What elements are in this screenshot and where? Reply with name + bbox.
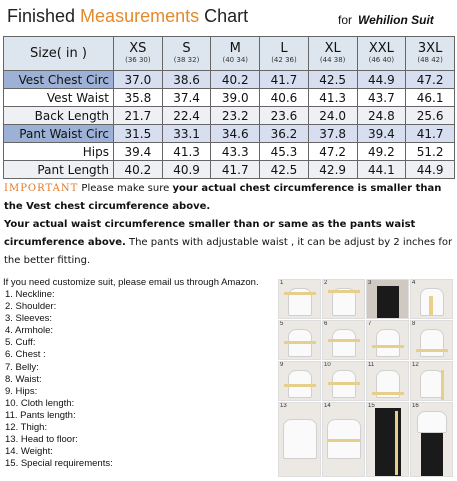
row-label: Vest Waist <box>4 89 114 107</box>
size-header-row <box>4 37 455 71</box>
table-cell: 41.7 <box>260 71 309 89</box>
brand-name: Wehilion Suit <box>358 13 434 27</box>
brand-prefix: for <box>338 13 353 27</box>
table-cell: 47.2 <box>406 71 455 89</box>
table-cell: 23.2 <box>211 107 260 125</box>
list-item: 1. Neckline: <box>5 289 55 300</box>
important-notes <box>4 180 454 270</box>
table-cell: 23.6 <box>260 107 309 125</box>
note-text: Please make sure <box>78 183 173 194</box>
measure-photo: 8 <box>410 320 453 360</box>
table-cell: 21.7 <box>114 107 163 125</box>
table-cell: 39.4 <box>114 143 163 161</box>
size-header-cell: XXL (46 40) <box>357 37 406 71</box>
list-item: 8. Waist: <box>5 373 42 385</box>
table-cell: 41.7 <box>211 161 260 179</box>
table-cell: 35.8 <box>114 89 163 107</box>
measure-photo: 4 <box>410 279 453 319</box>
table-cell: 37.4 <box>162 89 211 107</box>
list-item: 7. Belly: <box>5 361 39 373</box>
list-item: 6. Chest : <box>5 349 46 361</box>
table-cell: 42.9 <box>308 161 357 179</box>
table-cell: 43.7 <box>357 89 406 107</box>
table-cell: 46.1 <box>406 89 455 107</box>
table-cell: 47.2 <box>308 143 357 161</box>
table-row <box>4 71 455 89</box>
size-header-cell: XS (36 30) <box>114 37 163 71</box>
size-header-cell: S (38 32) <box>162 37 211 71</box>
table-cell: 37.0 <box>114 71 163 89</box>
table-cell: 33.1 <box>162 125 211 143</box>
table-cell: 36.2 <box>260 125 309 143</box>
size-chart-table <box>3 36 455 179</box>
table-row <box>4 143 455 161</box>
measure-photo: 2 <box>322 279 365 319</box>
table-cell: 49.2 <box>357 143 406 161</box>
note-chest: your actual chest circumference is smaller than the Vest chest circumference above. <box>4 183 442 212</box>
size-header-cell: M (40 34) <box>211 37 260 71</box>
table-cell: 24.0 <box>308 107 357 125</box>
measure-photo: 9 <box>278 361 321 401</box>
table-cell: 40.2 <box>114 161 163 179</box>
list-item: 10. Cloth length: <box>5 397 75 409</box>
measurement-photo-grid <box>278 279 454 479</box>
table-cell: 31.5 <box>114 125 163 143</box>
measure-photo: 13 <box>278 402 321 477</box>
table-cell: 24.8 <box>357 107 406 125</box>
table-cell: 25.6 <box>406 107 455 125</box>
important-tag: IMPORTANT <box>4 183 79 194</box>
row-label: Back Length <box>4 107 114 125</box>
measure-photo: 15 <box>366 402 409 477</box>
table-row <box>4 161 455 179</box>
list-item: 13. Head to floor: <box>5 434 78 446</box>
measure-photo: 1 <box>278 279 321 319</box>
note-adjust: The pants with adjustable waist , it can be adjust by 2 inches for the better fitting. <box>4 237 453 266</box>
measure-photo: 11 <box>366 361 409 401</box>
chart-header <box>0 0 457 36</box>
title-highlight: Measurements <box>80 6 200 26</box>
measure-photo: 5 <box>278 320 321 360</box>
measure-photo: 12 <box>410 361 453 401</box>
table-cell: 39.0 <box>211 89 260 107</box>
chart-title <box>7 6 248 27</box>
table-cell: 37.8 <box>308 125 357 143</box>
table-cell: 22.4 <box>162 107 211 125</box>
list-item: 4. Armhole: <box>5 325 54 337</box>
row-label: Hips <box>4 143 114 161</box>
row-label: Pant Length <box>4 161 114 179</box>
table-cell: 42.5 <box>260 161 309 179</box>
row-label: Pant Waist Circ <box>4 125 114 143</box>
table-cell: 41.7 <box>406 125 455 143</box>
size-header-cell: L (42 36) <box>260 37 309 71</box>
row-label: Vest Chest Circ <box>4 71 114 89</box>
measure-photo: 10 <box>322 361 365 401</box>
size-label-cell: Size( in ) <box>4 37 114 71</box>
table-cell: 39.4 <box>357 125 406 143</box>
table-row <box>4 125 455 143</box>
list-item: 12. Thigh: <box>5 422 48 434</box>
table-cell: 42.5 <box>308 71 357 89</box>
note-waist: Your actual waist circumference smaller than or same as the pants waist circumference above. <box>4 219 416 248</box>
list-item: 2. Shoulder: <box>5 301 57 313</box>
list-item: 3. Sleeves: <box>5 313 52 325</box>
measure-photo: 16 <box>410 402 453 477</box>
list-item: 11. Pants length: <box>5 409 76 421</box>
table-row <box>4 89 455 107</box>
size-header-cell: XL (44 38) <box>308 37 357 71</box>
table-cell: 44.1 <box>357 161 406 179</box>
title-text-end: Chart <box>199 6 249 26</box>
measure-photo: 6 <box>322 320 365 360</box>
list-item: 5. Cuff: <box>5 337 36 349</box>
measure-photo: 7 <box>366 320 409 360</box>
table-cell: 38.6 <box>162 71 211 89</box>
list-item: 15. Special requirements: <box>5 458 113 470</box>
table-cell: 45.3 <box>260 143 309 161</box>
table-cell: 34.6 <box>211 125 260 143</box>
table-cell: 41.3 <box>162 143 211 161</box>
measure-photo: 3 <box>366 279 409 319</box>
table-cell: 44.9 <box>406 161 455 179</box>
list-item: 9. Hips: <box>5 385 38 397</box>
table-cell: 40.9 <box>162 161 211 179</box>
measurement-list <box>5 289 113 470</box>
brand-label <box>338 13 434 27</box>
table-cell: 44.9 <box>357 71 406 89</box>
email-note: If you need customize suit, please email us through Amazon. <box>3 277 259 288</box>
title-text: Finished <box>7 6 81 26</box>
table-cell: 51.2 <box>406 143 455 161</box>
measure-photo: 14 <box>322 402 365 477</box>
list-item: 14. Weight: <box>5 446 53 458</box>
table-cell: 41.3 <box>308 89 357 107</box>
table-cell: 40.2 <box>211 71 260 89</box>
table-row <box>4 107 455 125</box>
size-header-cell: 3XL (48 42) <box>406 37 455 71</box>
table-cell: 43.3 <box>211 143 260 161</box>
table-cell: 40.6 <box>260 89 309 107</box>
